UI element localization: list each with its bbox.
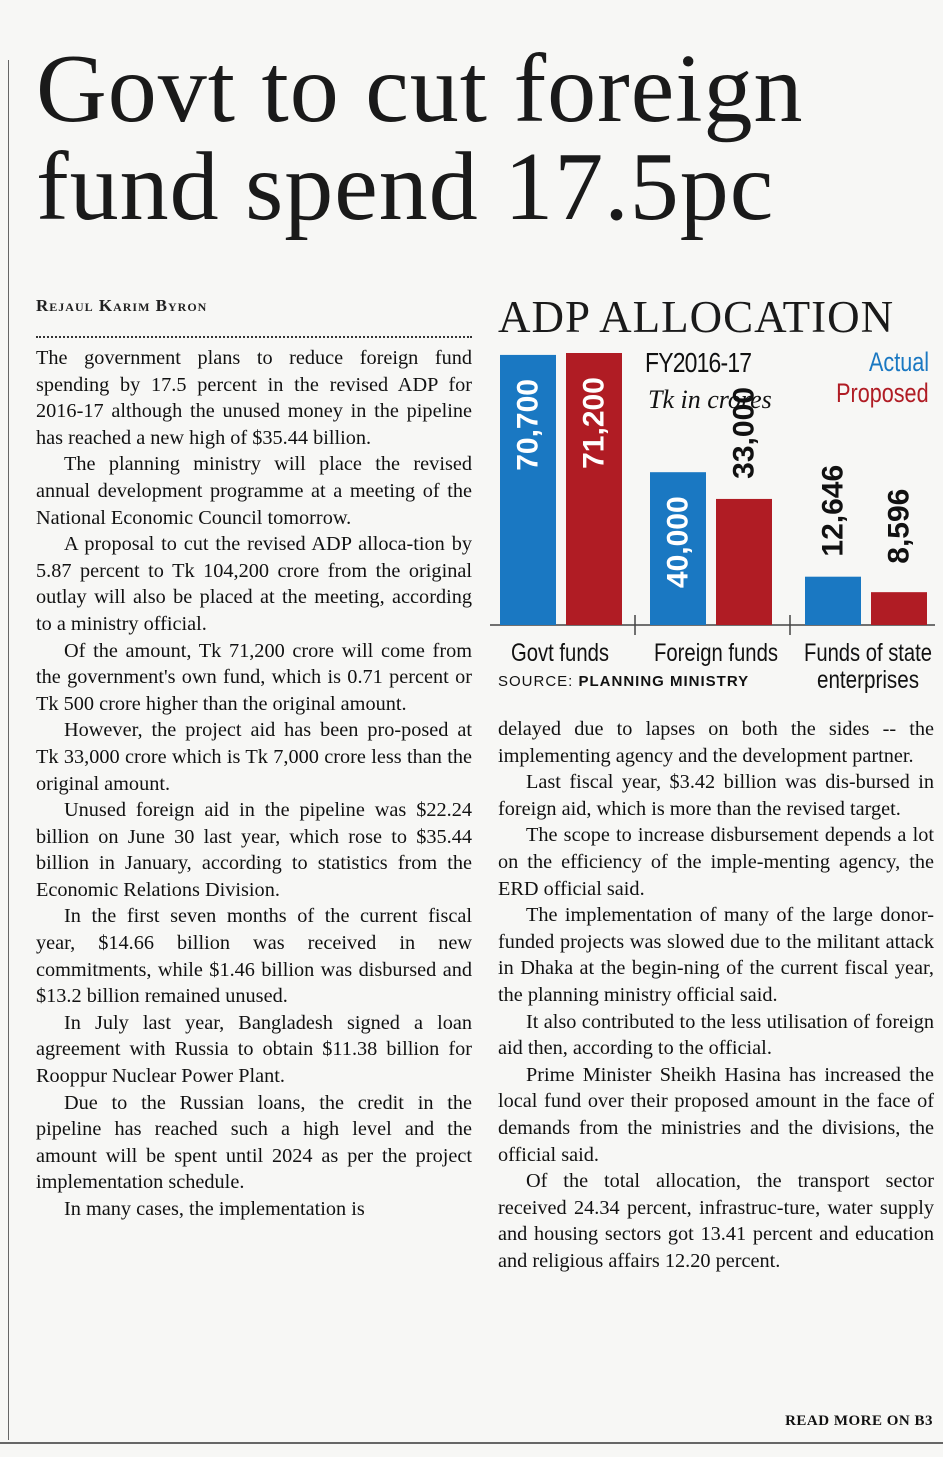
article-column-right	[498, 716, 934, 1274]
column-rule	[8, 60, 9, 1440]
article-paragraph: The implementation of many of the large donor-funded projects was slowed due to the militant attack in Dhaka at the begin-ning of the current fiscal year, the planning ministry official said.	[498, 904, 934, 1006]
value-label: 8,596	[882, 488, 916, 564]
category-label: Govt funds	[511, 639, 609, 667]
value-label: 70,700	[511, 379, 545, 471]
article-paragraph: Unused foreign aid in the pipeline was $22.24 billion on June 30 last year, which rose to $35.44 billion in January, according to statistics from the Economic Relations Division.	[36, 799, 472, 901]
legend-actual: Actual	[868, 347, 929, 377]
article-paragraph: Prime Minister Sheikh Hasina has increased the local fund over their proposed amount in the face of demands from the ministries and the divisions, the official said.	[498, 1063, 934, 1166]
chart-source	[498, 673, 749, 690]
article-column-left	[36, 345, 472, 1223]
bottom-rule	[0, 1442, 943, 1444]
article-paragraph: delayed due to lapses on both the sides -- the implementing agency and the development partner.	[498, 718, 934, 767]
article-paragraph: Due to the Russian loans, the credit in the pipeline has reached such a high level and the amount will be spent until 2024 as per the project implementation schedule.	[36, 1091, 472, 1194]
article-paragraph: Last fiscal year, $3.42 billion was dis-bursed in foreign aid, which is more than the revised target.	[498, 771, 934, 820]
article-paragraph: It also contributed to the less utilisation of foreign aid then, according to the official.	[498, 1010, 934, 1060]
value-label: 12,646	[816, 464, 850, 557]
category-label: Foreign funds	[654, 639, 778, 667]
byline: Rejaul Karim Byron	[36, 296, 208, 315]
bar-actual-2	[805, 577, 861, 625]
article-paragraph: In the first seven months of the current fiscal year, $14.66 billion was received in new commitments, while $1.46 billion was disbursed and $13.2 billion remained unused.	[36, 905, 472, 1008]
bar-proposed-1	[716, 499, 772, 625]
value-label: 33,000	[727, 387, 761, 479]
read-more-link[interactable]: READ MORE ON B3	[785, 1413, 933, 1429]
article-paragraph: In many cases, the implementation is	[64, 1198, 365, 1220]
chart-subtitle: FY2016-17	[645, 347, 752, 378]
category-label: enterprises	[817, 666, 919, 694]
article-paragraph: However, the project aid has been pro-posed at Tk 33,000 crore which is Tk 7,000 crore less than the original amount.	[36, 719, 472, 795]
article-paragraph: Of the amount, Tk 71,200 crore will come from the government's own fund, which is 0.71 percent or Tk 500 crore higher than the original amount.	[36, 639, 472, 715]
value-label: 40,000	[661, 496, 695, 589]
chart-unit-label: Tk in crores	[648, 385, 772, 414]
source-name: PLANNING MINISTRY	[578, 673, 750, 690]
value-label: 71,200	[577, 377, 611, 469]
adp-allocation-chart	[490, 345, 935, 695]
headline: Govt to cut foreign fund spend 17.5pc	[36, 35, 804, 241]
source-prefix: SOURCE:	[498, 673, 579, 690]
byline-divider	[36, 336, 472, 338]
chart-title: ADP ALLOCATION	[498, 292, 895, 342]
legend-proposed: Proposed	[836, 378, 929, 408]
article-paragraph: Of the total allocation, the transport sector received 24.34 percent, infrastruc-ture, water supply and housing sectors got 13.41 percent and education and religious affairs 12.20 percent.	[498, 1170, 934, 1272]
article-paragraph: The planning ministry will place the revised annual development programme at a meeting of the National Economic Council tomorrow.	[36, 453, 472, 529]
article-paragraph: The scope to increase disbursement depends a lot on the efficiency of the imple-menting agency, the ERD official said.	[498, 824, 934, 900]
article-paragraph: A proposal to cut the revised ADP alloca-tion by 5.87 percent to Tk 104,200 crore from the original outlay will also be placed at the meeting, according to a ministry official.	[36, 533, 472, 635]
article-paragraph: The government plans to reduce foreign fund spending by 17.5 percent in the revised ADP for 2016-17 although the unused money in the pipeline has reached a new high of $35.44 billion.	[36, 347, 472, 449]
bar-proposed-2	[871, 592, 927, 625]
category-label: Funds of state	[804, 639, 932, 667]
article-paragraph: In July last year, Bangladesh signed a loan agreement with Russia to obtain $11.38 billion for Rooppur Nuclear Power Plant.	[36, 1011, 472, 1088]
